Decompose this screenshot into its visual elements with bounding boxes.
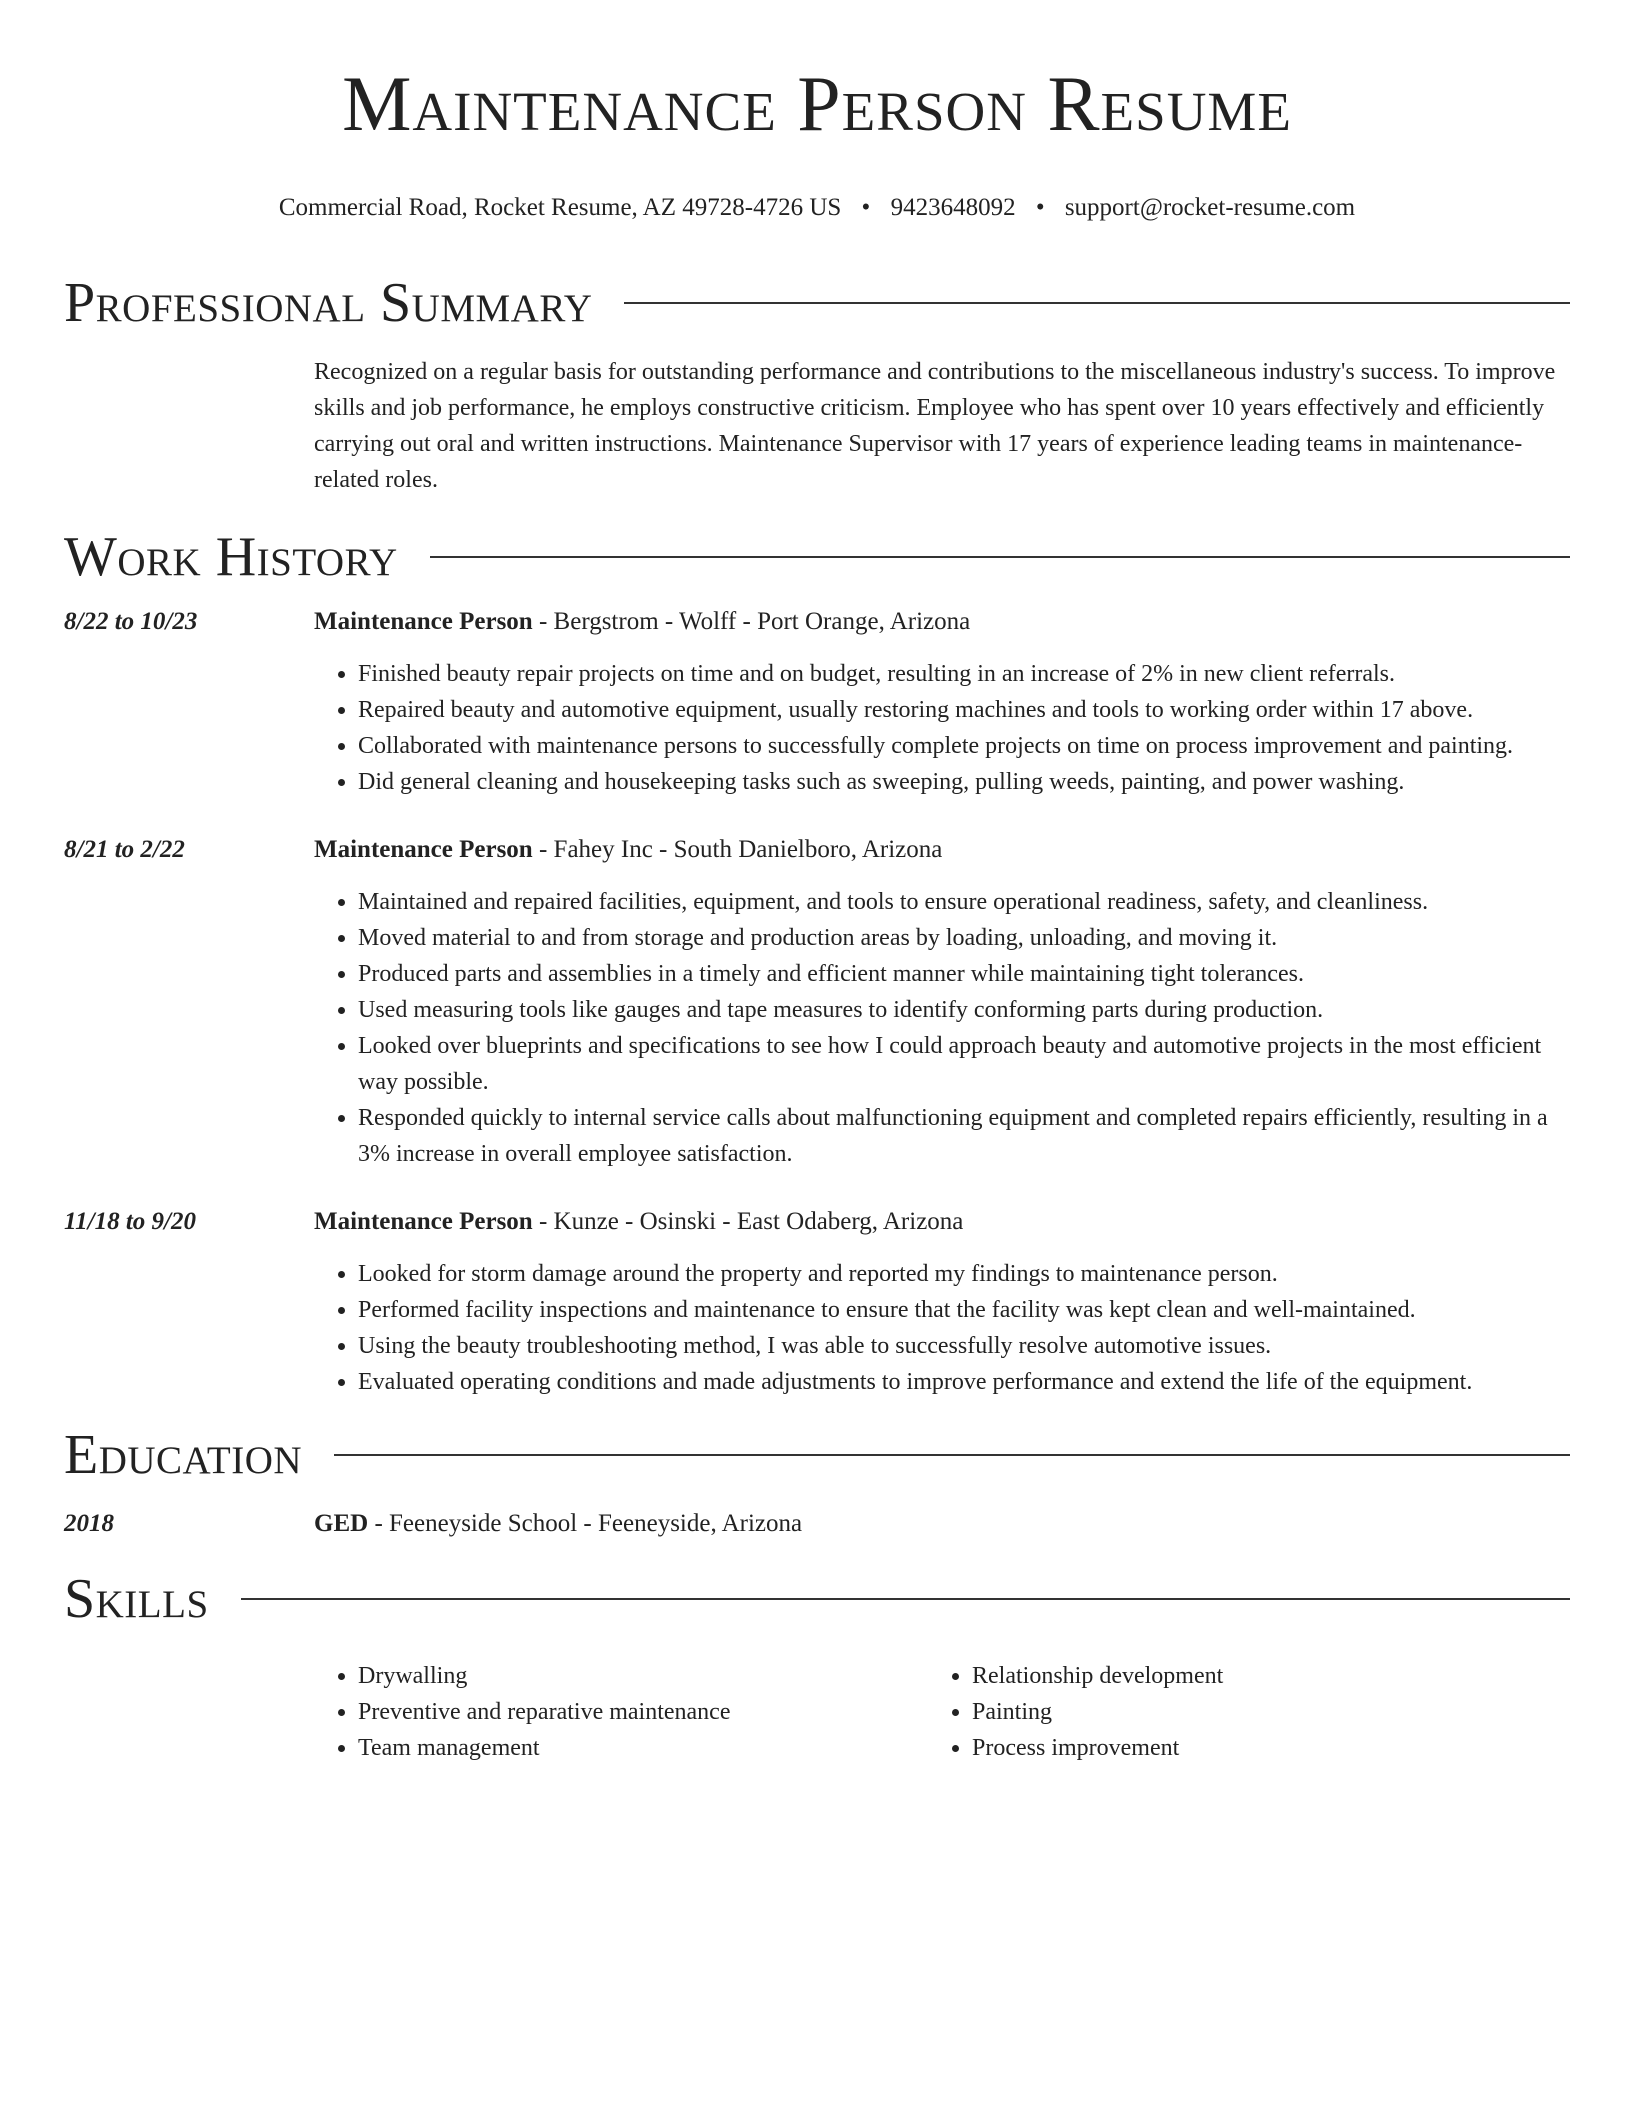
section-divider (430, 556, 1570, 558)
summary-left-gutter (64, 354, 314, 498)
job-dates: 8/21 to 2/22 (64, 836, 185, 863)
job-details: - Bergstrom - Wolff - Port Orange, Arizona (532, 608, 971, 635)
skills-list-right (928, 1658, 1542, 1766)
job-title: Maintenance Person (314, 836, 533, 863)
skills-columns (314, 1658, 1570, 1766)
skill-item: • Relationship development (972, 1658, 1542, 1694)
education-degree: GED (314, 1510, 369, 1537)
list-item: • Maintained and repaired facilities, equipment, and tools to ensure operational readiness, safety, and cleanliness. (358, 884, 1570, 920)
list-item: • Evaluated operating conditions and made adjustments to improve performance and extend the life of the equipment. (358, 1364, 1570, 1400)
skill-item: • Preventive and reparative maintenance (358, 1694, 928, 1730)
job-heading (314, 1204, 1570, 1240)
phone: 9423648092 (890, 194, 1016, 221)
job-title: Maintenance Person (314, 608, 533, 635)
skill-item: • Team management (358, 1730, 928, 1766)
list-item: • Using the beauty troubleshooting method, I was able to successfully resolve automotive issues. (358, 1328, 1570, 1364)
job-details: - Fahey Inc - South Danielboro, Arizona (532, 836, 943, 863)
skills-row (64, 1658, 1570, 1766)
job-bullets (314, 656, 1570, 800)
skill-item: • Drywalling (358, 1658, 928, 1694)
list-item: • Collaborated with maintenance persons to successfully complete projects on time on process improvement and painting. (358, 728, 1570, 764)
summary-row (64, 354, 1570, 498)
list-item: • Performed facility inspections and maintenance to ensure that the facility was kept clean and well-maintained. (358, 1292, 1570, 1328)
summary-heading: Professional Summary (64, 272, 593, 334)
work-section-header (64, 524, 1570, 590)
resume-page (64, 0, 1570, 1766)
job-bullets (314, 884, 1570, 1172)
job-dates: 11/18 to 9/20 (64, 1208, 196, 1235)
skills-heading: Skills (64, 1568, 209, 1630)
job-dates: 8/22 to 10/23 (64, 608, 198, 635)
summary-section-header (64, 270, 1570, 336)
job-heading (314, 832, 1570, 868)
list-item: • Repaired beauty and automotive equipment, usually restoring machines and tools to working order within 17 above. (358, 692, 1570, 728)
skills-left-gutter (64, 1658, 314, 1766)
job-body (314, 832, 1570, 1172)
list-item: • Looked over blueprints and specifications to see how I could approach beauty and automotive projects in the most efficient way possible. (358, 1028, 1570, 1100)
list-item: • Did general cleaning and housekeeping tasks such as sweeping, pulling weeds, painting, and power washing. (358, 764, 1570, 800)
job-body (314, 1204, 1570, 1400)
job-details: - Kunze - Osinski - East Odaberg, Arizona (532, 1208, 964, 1235)
summary-text: Recognized on a regular basis for outstanding performance and contributions to the miscellaneous industry's success. To improve skills and job performance, he employs constructive criticism. Employee who has spent over 10 years effectively and efficiently carrying out oral and written instructions. Maintenance Supervisor with 17 years of experience leading teams in maintenance-related roles. (314, 359, 1556, 493)
job-title: Maintenance Person (314, 1208, 533, 1235)
education-entry (64, 1506, 1570, 1542)
list-item: • Looked for storm damage around the property and reported my findings to maintenance person. (358, 1256, 1570, 1292)
section-divider (334, 1454, 1570, 1456)
address: Commercial Road, Rocket Resume, AZ 49728-4726 US (278, 194, 842, 221)
section-divider (624, 302, 1570, 304)
job-entry (64, 604, 1570, 800)
skills-list-left (314, 1658, 928, 1766)
list-item: • Moved material to and from storage and production areas by loading, unloading, and moving it. (358, 920, 1570, 956)
list-item: • Used measuring tools like gauges and tape measures to identify conforming parts during production. (358, 992, 1570, 1028)
education-heading: Education (64, 1424, 303, 1486)
job-bullets (314, 1256, 1570, 1400)
job-entry (64, 1204, 1570, 1400)
education-year: 2018 (64, 1510, 114, 1537)
education-section-header (64, 1422, 1570, 1488)
work-heading: Work History (64, 526, 398, 588)
education-details (314, 1506, 1570, 1542)
skill-item: • Painting (972, 1694, 1542, 1730)
page-title: Maintenance Person Resume (342, 60, 1292, 147)
education-school: - Feeneyside School - Feeneyside, Arizona (368, 1510, 803, 1537)
contact-line (64, 192, 1570, 224)
list-item: • Finished beauty repair projects on time and on budget, resulting in an increase of 2% in new client referrals. (358, 656, 1570, 692)
skills-section-header (64, 1566, 1570, 1632)
separator-dot: • (1035, 194, 1045, 221)
list-item: • Responded quickly to internal service calls about malfunctioning equipment and completed repairs efficiently, resulting in a 3% increase in overall employee satisfaction. (358, 1100, 1570, 1172)
list-item: • Produced parts and assemblies in a timely and efficient manner while maintaining tight tolerances. (358, 956, 1570, 992)
job-entry (64, 832, 1570, 1172)
skill-item: • Process improvement (972, 1730, 1542, 1766)
email: support@rocket-resume.com (1064, 194, 1356, 221)
job-body (314, 604, 1570, 800)
section-divider (241, 1598, 1570, 1600)
job-heading (314, 604, 1570, 640)
separator-dot: • (861, 194, 871, 221)
